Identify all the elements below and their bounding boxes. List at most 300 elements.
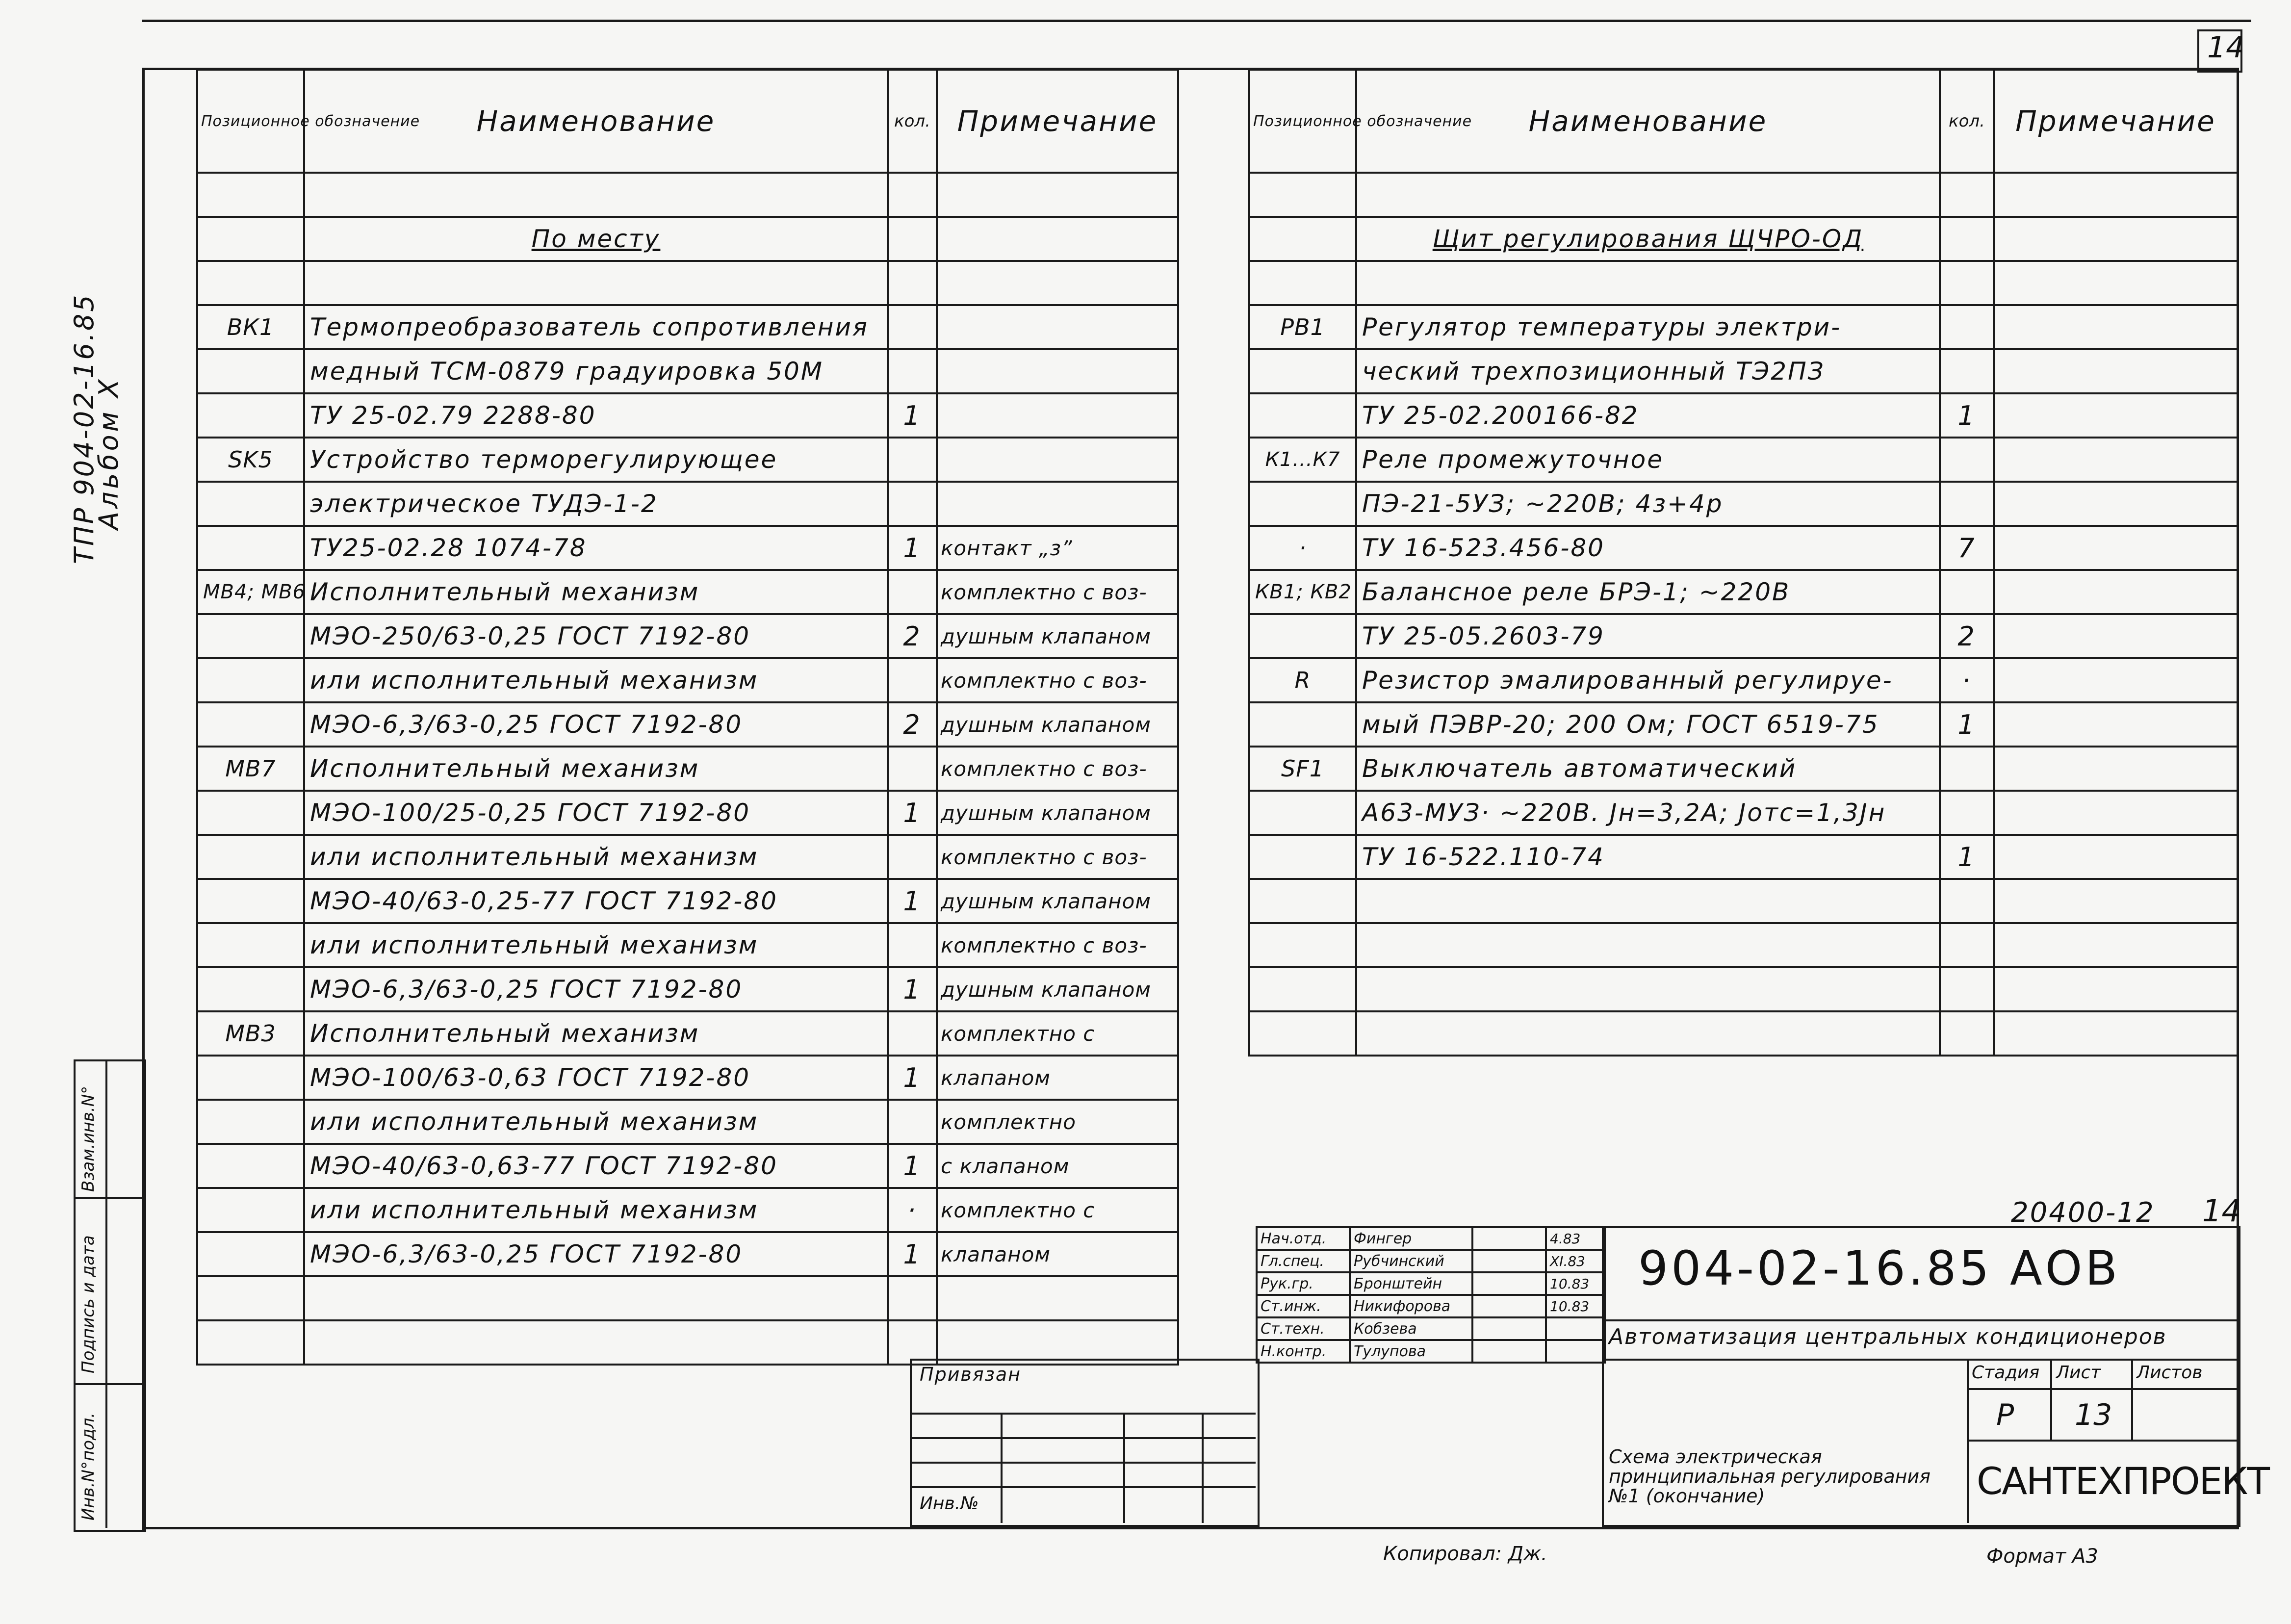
cell-pos (1249, 261, 1356, 305)
cell-note (937, 923, 1178, 967)
cell-pos (1249, 305, 1356, 349)
signature-name: Кобзева (1350, 1317, 1472, 1340)
cell-qty (888, 747, 937, 791)
cell-name-text: Регулятор температуры электри- (1362, 313, 1842, 341)
header-pos: Позиционное обозначение (197, 70, 304, 173)
cell-name (1356, 1011, 1940, 1056)
cell-pos (1249, 747, 1356, 791)
cell-note (1994, 349, 2238, 393)
cell-pos (197, 702, 304, 747)
cell-name (1356, 835, 1940, 879)
cell-qty (888, 1276, 937, 1320)
table-row (197, 261, 1178, 305)
table-header-row (1249, 70, 2238, 173)
cell-name-text: или исполнительный механизм (310, 1196, 759, 1224)
cell-name-text: мый ПЭВР-20; 200 Ом; ГОСТ 6519-75 (1362, 710, 1879, 739)
cell-pos (1249, 570, 1356, 614)
cell-name (1356, 570, 1940, 614)
cell-name-text: Реле промежуточное (1362, 445, 1664, 474)
cell-qty-text: 1 (903, 1150, 922, 1182)
cell-qty (888, 1011, 937, 1056)
table-row (1249, 438, 2238, 482)
cell-name-text: ТУ 25-02.79 2288-80 (310, 401, 596, 430)
cell-name-text: Резистор эмалированный регулируе- (1362, 666, 1893, 695)
cell-note (937, 393, 1178, 438)
cell-name (1356, 614, 1940, 658)
designation: 904-02-16.85 АОВ (1638, 1241, 2121, 1296)
cell-pos (197, 482, 304, 526)
signature-role: Нач.отд. (1257, 1227, 1350, 1250)
cell-note-text: комплектно (941, 1109, 1076, 1134)
cell-name-text: МЭО-6,3/63-0,25 ГОСТ 7192-80 (310, 975, 743, 1004)
signature-row (1257, 1272, 1605, 1295)
cell-note (1994, 791, 2238, 835)
cell-name (304, 658, 888, 702)
table-row (197, 1232, 1178, 1276)
table-row (197, 1056, 1178, 1100)
cell-qty (888, 526, 937, 570)
cell-qty-text: 1 (903, 885, 922, 917)
table-row (197, 879, 1178, 923)
table-row (1249, 835, 2238, 879)
table-row (197, 967, 1178, 1011)
cell-name-text: Исполнительный механизм (310, 578, 700, 606)
cell-pos (1249, 349, 1356, 393)
cell-name-text: ческий трехпозиционный ТЭ2ПЗ (1362, 357, 1825, 386)
cell-name-text: или исполнительный механизм (310, 1108, 759, 1136)
cell-name-text: По месту (531, 225, 661, 253)
cell-qty (888, 879, 937, 923)
cell-note (1994, 261, 2238, 305)
cell-note-text: комплектно с воз- (941, 933, 1147, 957)
cell-name (304, 1188, 888, 1232)
table-row (197, 570, 1178, 614)
cell-name (304, 923, 888, 967)
cell-name-text: МЭО-40/63-0,63-77 ГОСТ 7192-80 (310, 1152, 778, 1180)
table-header-row (197, 70, 1178, 173)
signature-role: Гл.спец. (1257, 1250, 1350, 1272)
cell-qty (888, 482, 937, 526)
sheets-label: Листов (2137, 1363, 2203, 1383)
cell-pos-text: R (1294, 667, 1311, 694)
cell-name-text: электрическое ТУДЭ-1-2 (310, 490, 658, 518)
cell-qty (888, 1100, 937, 1144)
organization: САНТЕХПРОЕКТ (1977, 1459, 2269, 1503)
cell-pos (1249, 879, 1356, 923)
cell-qty (888, 1320, 937, 1365)
table-row (197, 393, 1178, 438)
signature-date (1546, 1340, 1605, 1363)
cell-pos (197, 217, 304, 261)
cell-pos (1249, 658, 1356, 702)
cell-qty (888, 261, 937, 305)
cell-note (1994, 967, 2238, 1011)
signature-role: Ст.инж. (1257, 1295, 1350, 1317)
cell-qty (888, 570, 937, 614)
table-row (1249, 747, 2238, 791)
table-row (1249, 702, 2238, 747)
cell-name-text: ТУ 25-02.200166-82 (1362, 401, 1639, 430)
signature-row (1257, 1340, 1605, 1363)
cell-qty (888, 614, 937, 658)
cell-name (304, 1011, 888, 1056)
signature-row (1257, 1295, 1605, 1317)
cell-name-text: Щит регулирования ЩЧРО-ОД (1432, 225, 1864, 253)
cell-qty (888, 305, 937, 349)
cell-note (1994, 747, 2238, 791)
cell-pos-text: · (1299, 535, 1307, 561)
table-row (197, 791, 1178, 835)
cell-pos-text: РВ1 (1280, 314, 1325, 340)
cell-note (937, 1056, 1178, 1100)
cell-pos (197, 349, 304, 393)
cell-qty (888, 967, 937, 1011)
cell-pos (197, 1188, 304, 1232)
inv-label: Инв.№ (920, 1494, 979, 1514)
signature-row (1257, 1250, 1605, 1272)
signature-name: Фингер (1350, 1227, 1472, 1250)
copied-by: Копировал: Дж. (1383, 1543, 1547, 1565)
order-sheet: 14 (2202, 1193, 2241, 1229)
cell-pos (1249, 526, 1356, 570)
cell-note (937, 879, 1178, 923)
cell-name (1356, 702, 1940, 747)
side-label-album: Альбом X (93, 376, 124, 530)
cell-note-text: комплектно с (941, 1021, 1095, 1046)
cell-name-text: МЭО-100/25-0,25 ГОСТ 7192-80 (310, 799, 751, 827)
cell-qty-text: 1 (903, 974, 922, 1005)
signature-row (1257, 1317, 1605, 1340)
cell-qty (1940, 791, 1994, 835)
cell-pos (197, 1100, 304, 1144)
cell-qty (1940, 261, 1994, 305)
table-row (197, 173, 1178, 217)
signature-role: Рук.гр. (1257, 1272, 1350, 1295)
cell-name-text: Выключатель автоматический (1362, 754, 1797, 783)
cell-qty (1940, 923, 1994, 967)
cell-pos (197, 393, 304, 438)
signature-role: Н.контр. (1257, 1340, 1350, 1363)
signature-name: Рубчинский (1350, 1250, 1472, 1272)
cell-pos (197, 923, 304, 967)
cell-name (304, 967, 888, 1011)
cell-qty (888, 923, 937, 967)
header-pos: Позиционное обозначение (1249, 70, 1356, 173)
cell-qty-text: 1 (903, 797, 922, 828)
cell-name (304, 1276, 888, 1320)
cell-note (1994, 570, 2238, 614)
table-row (197, 702, 1178, 747)
cell-name-text: ТУ 25-05.2603-79 (1362, 622, 1605, 650)
cell-name-text: МЭО-6,3/63-0,25 ГОСТ 7192-80 (310, 1240, 743, 1268)
cell-pos (197, 570, 304, 614)
cell-note-text: комплектно с воз- (941, 756, 1147, 781)
cell-pos (1249, 923, 1356, 967)
cell-note (1994, 305, 2238, 349)
cell-pos (197, 526, 304, 570)
cell-note (937, 261, 1178, 305)
cell-pos (1249, 791, 1356, 835)
cell-name-text: Термопреобразователь сопротивления (310, 313, 869, 341)
signature-sign (1472, 1250, 1546, 1272)
side-label-series: ТПР 904-02-16.85 (69, 293, 100, 564)
cell-pos (197, 614, 304, 658)
cell-note (1994, 393, 2238, 438)
cell-qty-text: 1 (903, 1062, 922, 1093)
cell-pos (1249, 438, 1356, 482)
cell-name (304, 1232, 888, 1276)
format-label: Формат А3 (1986, 1545, 2098, 1568)
cell-note (937, 482, 1178, 526)
header-qty: кол. (1940, 70, 1994, 173)
cell-qty (1940, 349, 1994, 393)
cell-qty (1940, 614, 1994, 658)
table-row (197, 217, 1178, 261)
table-row (1249, 570, 2238, 614)
cell-pos (1249, 173, 1356, 217)
table-row (1249, 1011, 2238, 1056)
cell-name-text: ТУ25-02.28 1074-78 (310, 534, 587, 562)
cell-qty-text: 1 (903, 532, 922, 564)
cell-qty (1940, 967, 1994, 1011)
cell-qty (888, 658, 937, 702)
signature-date: 10.83 (1546, 1272, 1605, 1295)
cell-pos (197, 1144, 304, 1188)
cell-name (304, 835, 888, 879)
signature-role: Ст.техн. (1257, 1317, 1350, 1340)
right-spec-table (1248, 69, 2239, 1057)
cell-pos (1249, 702, 1356, 747)
cell-pos (197, 658, 304, 702)
cell-name (304, 747, 888, 791)
cell-name (1356, 393, 1940, 438)
table-row (1249, 614, 2238, 658)
table-row (197, 1276, 1178, 1320)
cell-qty-text: 7 (1957, 532, 1976, 564)
signature-date (1546, 1317, 1605, 1340)
cell-note (1994, 217, 2238, 261)
cell-pos-text: МВ3 (225, 1020, 276, 1047)
cell-pos (1249, 482, 1356, 526)
cell-qty (1940, 482, 1994, 526)
cell-pos (197, 879, 304, 923)
table-row (197, 1188, 1178, 1232)
cell-qty (1940, 438, 1994, 482)
cell-name (1356, 173, 1940, 217)
signature-name: Тулупова (1350, 1340, 1472, 1363)
table-row (197, 1100, 1178, 1144)
cell-qty (1940, 1011, 1994, 1056)
signature-row (1257, 1227, 1605, 1250)
corner-sheet-number: 14 (2207, 30, 2245, 65)
cell-name (304, 173, 888, 217)
cell-note-text: душным клапаном (941, 712, 1151, 737)
cell-name (304, 1100, 888, 1144)
cell-pos-text: SK5 (228, 446, 273, 473)
table-row (197, 349, 1178, 393)
cell-note (937, 438, 1178, 482)
cell-qty (888, 349, 937, 393)
cell-name (1356, 791, 1940, 835)
cell-name-text: МЭО-100/63-0,63 ГОСТ 7192-80 (310, 1063, 751, 1092)
stage-value: Р (1996, 1398, 2014, 1432)
cell-note (937, 1320, 1178, 1365)
cell-name (304, 305, 888, 349)
header-name: Наименование (1356, 70, 1940, 173)
cell-note (937, 305, 1178, 349)
cell-pos (197, 791, 304, 835)
cell-note (1994, 1011, 2238, 1056)
cell-name-text: ПЭ-21-5УЗ; ~220В; 4з+4р (1362, 490, 1724, 518)
cell-pos (197, 438, 304, 482)
strip-vzam-inv: Взам.инв.N° (78, 1085, 98, 1192)
cell-note (1994, 879, 2238, 923)
cell-name (304, 438, 888, 482)
cell-pos (197, 1011, 304, 1056)
cell-note (937, 791, 1178, 835)
cell-name-text: МЭО-40/63-0,25-77 ГОСТ 7192-80 (310, 887, 778, 915)
sheet-label: Лист (2056, 1363, 2101, 1383)
order-number: 20400-12 (2011, 1197, 2155, 1229)
cell-qty-text: · (907, 1194, 918, 1226)
cell-qty (888, 791, 937, 835)
header-note: Примечание (937, 70, 1178, 173)
cell-qty-text: 2 (903, 709, 922, 740)
cell-note (937, 614, 1178, 658)
cell-pos-text: ВК1 (227, 314, 275, 340)
sheet-value: 13 (2075, 1398, 2112, 1432)
cell-note (1994, 614, 2238, 658)
cell-qty-text: 2 (1957, 620, 1976, 652)
cell-qty (1940, 217, 1994, 261)
cell-name-text: или исполнительный механизм (310, 666, 759, 695)
cell-note (937, 835, 1178, 879)
cell-qty (1940, 835, 1994, 879)
cell-pos-text: SF1 (1281, 755, 1324, 782)
cell-name (304, 482, 888, 526)
cell-note (937, 1144, 1178, 1188)
table-row (197, 438, 1178, 482)
cell-note (937, 526, 1178, 570)
table-row (1249, 305, 2238, 349)
stage-label: Стадия (1972, 1363, 2040, 1383)
cell-name (304, 349, 888, 393)
cell-name-text: Исполнительный механизм (310, 754, 700, 783)
header-name: Наименование (304, 70, 888, 173)
table-row (197, 747, 1178, 791)
cell-qty-text: 1 (903, 1238, 922, 1270)
cell-name (1356, 658, 1940, 702)
cell-note (1994, 923, 2238, 967)
table-row (1249, 393, 2238, 438)
cell-name-text: Балансное реле БРЭ-1; ~220В (1362, 578, 1791, 606)
cell-note-text: душным клапаном (941, 624, 1151, 648)
cell-name (1356, 349, 1940, 393)
table-row (197, 658, 1178, 702)
cell-note (1994, 835, 2238, 879)
cell-pos (197, 173, 304, 217)
cell-name-text: А63-МУЗ· ~220В. Jн=3,2А; Jотс=1,3Jн (1362, 799, 1886, 827)
cell-name (304, 702, 888, 747)
cell-qty (1940, 526, 1994, 570)
cell-pos (197, 1320, 304, 1365)
cell-note (937, 349, 1178, 393)
cell-pos (197, 1056, 304, 1100)
cell-name (1356, 482, 1940, 526)
cell-qty (1940, 658, 1994, 702)
cell-qty (888, 702, 937, 747)
cell-pos-text: МВ4; МВ6 (203, 581, 306, 603)
signature-name: Никифорова (1350, 1295, 1472, 1317)
cell-name-text: медный ТСМ-0879 градуировка 50М (310, 357, 824, 386)
signature-sign (1472, 1295, 1546, 1317)
table-row (1249, 658, 2238, 702)
strip-signature-date: Подпись и дата (78, 1235, 98, 1373)
cell-note-text: комплектно с воз- (941, 580, 1147, 604)
cell-pos (197, 305, 304, 349)
table-row (1249, 173, 2238, 217)
signature-sign (1472, 1227, 1546, 1250)
table-row (197, 1320, 1178, 1365)
cell-note (1994, 526, 2238, 570)
cell-qty-text: 1 (903, 400, 922, 431)
cell-note-text: душным клапаном (941, 889, 1151, 913)
drawing-title: Схема электрическая принципиальная регулирования №1 (окончание) (1609, 1446, 1931, 1507)
cell-note-text: клапаном (941, 1065, 1051, 1090)
table-row (197, 305, 1178, 349)
cell-name (1356, 923, 1940, 967)
cell-note-text: клапаном (941, 1242, 1051, 1266)
table-row (197, 526, 1178, 570)
cell-qty-text: · (1961, 665, 1972, 696)
cell-note (937, 967, 1178, 1011)
signature-date: XI.83 (1546, 1250, 1605, 1272)
cell-note (1994, 173, 2238, 217)
cell-note (937, 570, 1178, 614)
cell-qty (1940, 173, 1994, 217)
cell-name (304, 1144, 888, 1188)
cell-note-text: комплектно с воз- (941, 845, 1147, 869)
cell-note (937, 658, 1178, 702)
frame-top (142, 20, 2251, 22)
cell-qty (888, 1056, 937, 1100)
cell-name-text: или исполнительный механизм (310, 843, 759, 871)
cell-qty (1940, 702, 1994, 747)
cell-qty-text: 1 (1957, 400, 1976, 431)
cell-qty (1940, 747, 1994, 791)
table-row (197, 923, 1178, 967)
cell-note (1994, 658, 2238, 702)
cell-note-text: комплектно с воз- (941, 668, 1147, 693)
left-spec-table (196, 69, 1179, 1366)
cell-name-text: МЭО-6,3/63-0,25 ГОСТ 7192-80 (310, 710, 743, 739)
cell-name (304, 526, 888, 570)
cell-note (1994, 438, 2238, 482)
signature-name: Бронштейн (1350, 1272, 1472, 1295)
cell-pos (197, 1276, 304, 1320)
cell-note (1994, 482, 2238, 526)
strip-inv-podl: Инв.N°подл. (78, 1412, 98, 1521)
project-title: Автоматизация центральных кондиционеров (1609, 1324, 2167, 1349)
cell-name (1356, 879, 1940, 923)
cell-note-text: контакт „з” (941, 536, 1073, 560)
header-note: Примечание (1994, 70, 2238, 173)
cell-qty (888, 1188, 937, 1232)
cell-note-text: с клапаном (941, 1154, 1070, 1178)
cell-pos (1249, 1011, 1356, 1056)
bound-label: Привязан (920, 1364, 1021, 1385)
cell-note (937, 747, 1178, 791)
